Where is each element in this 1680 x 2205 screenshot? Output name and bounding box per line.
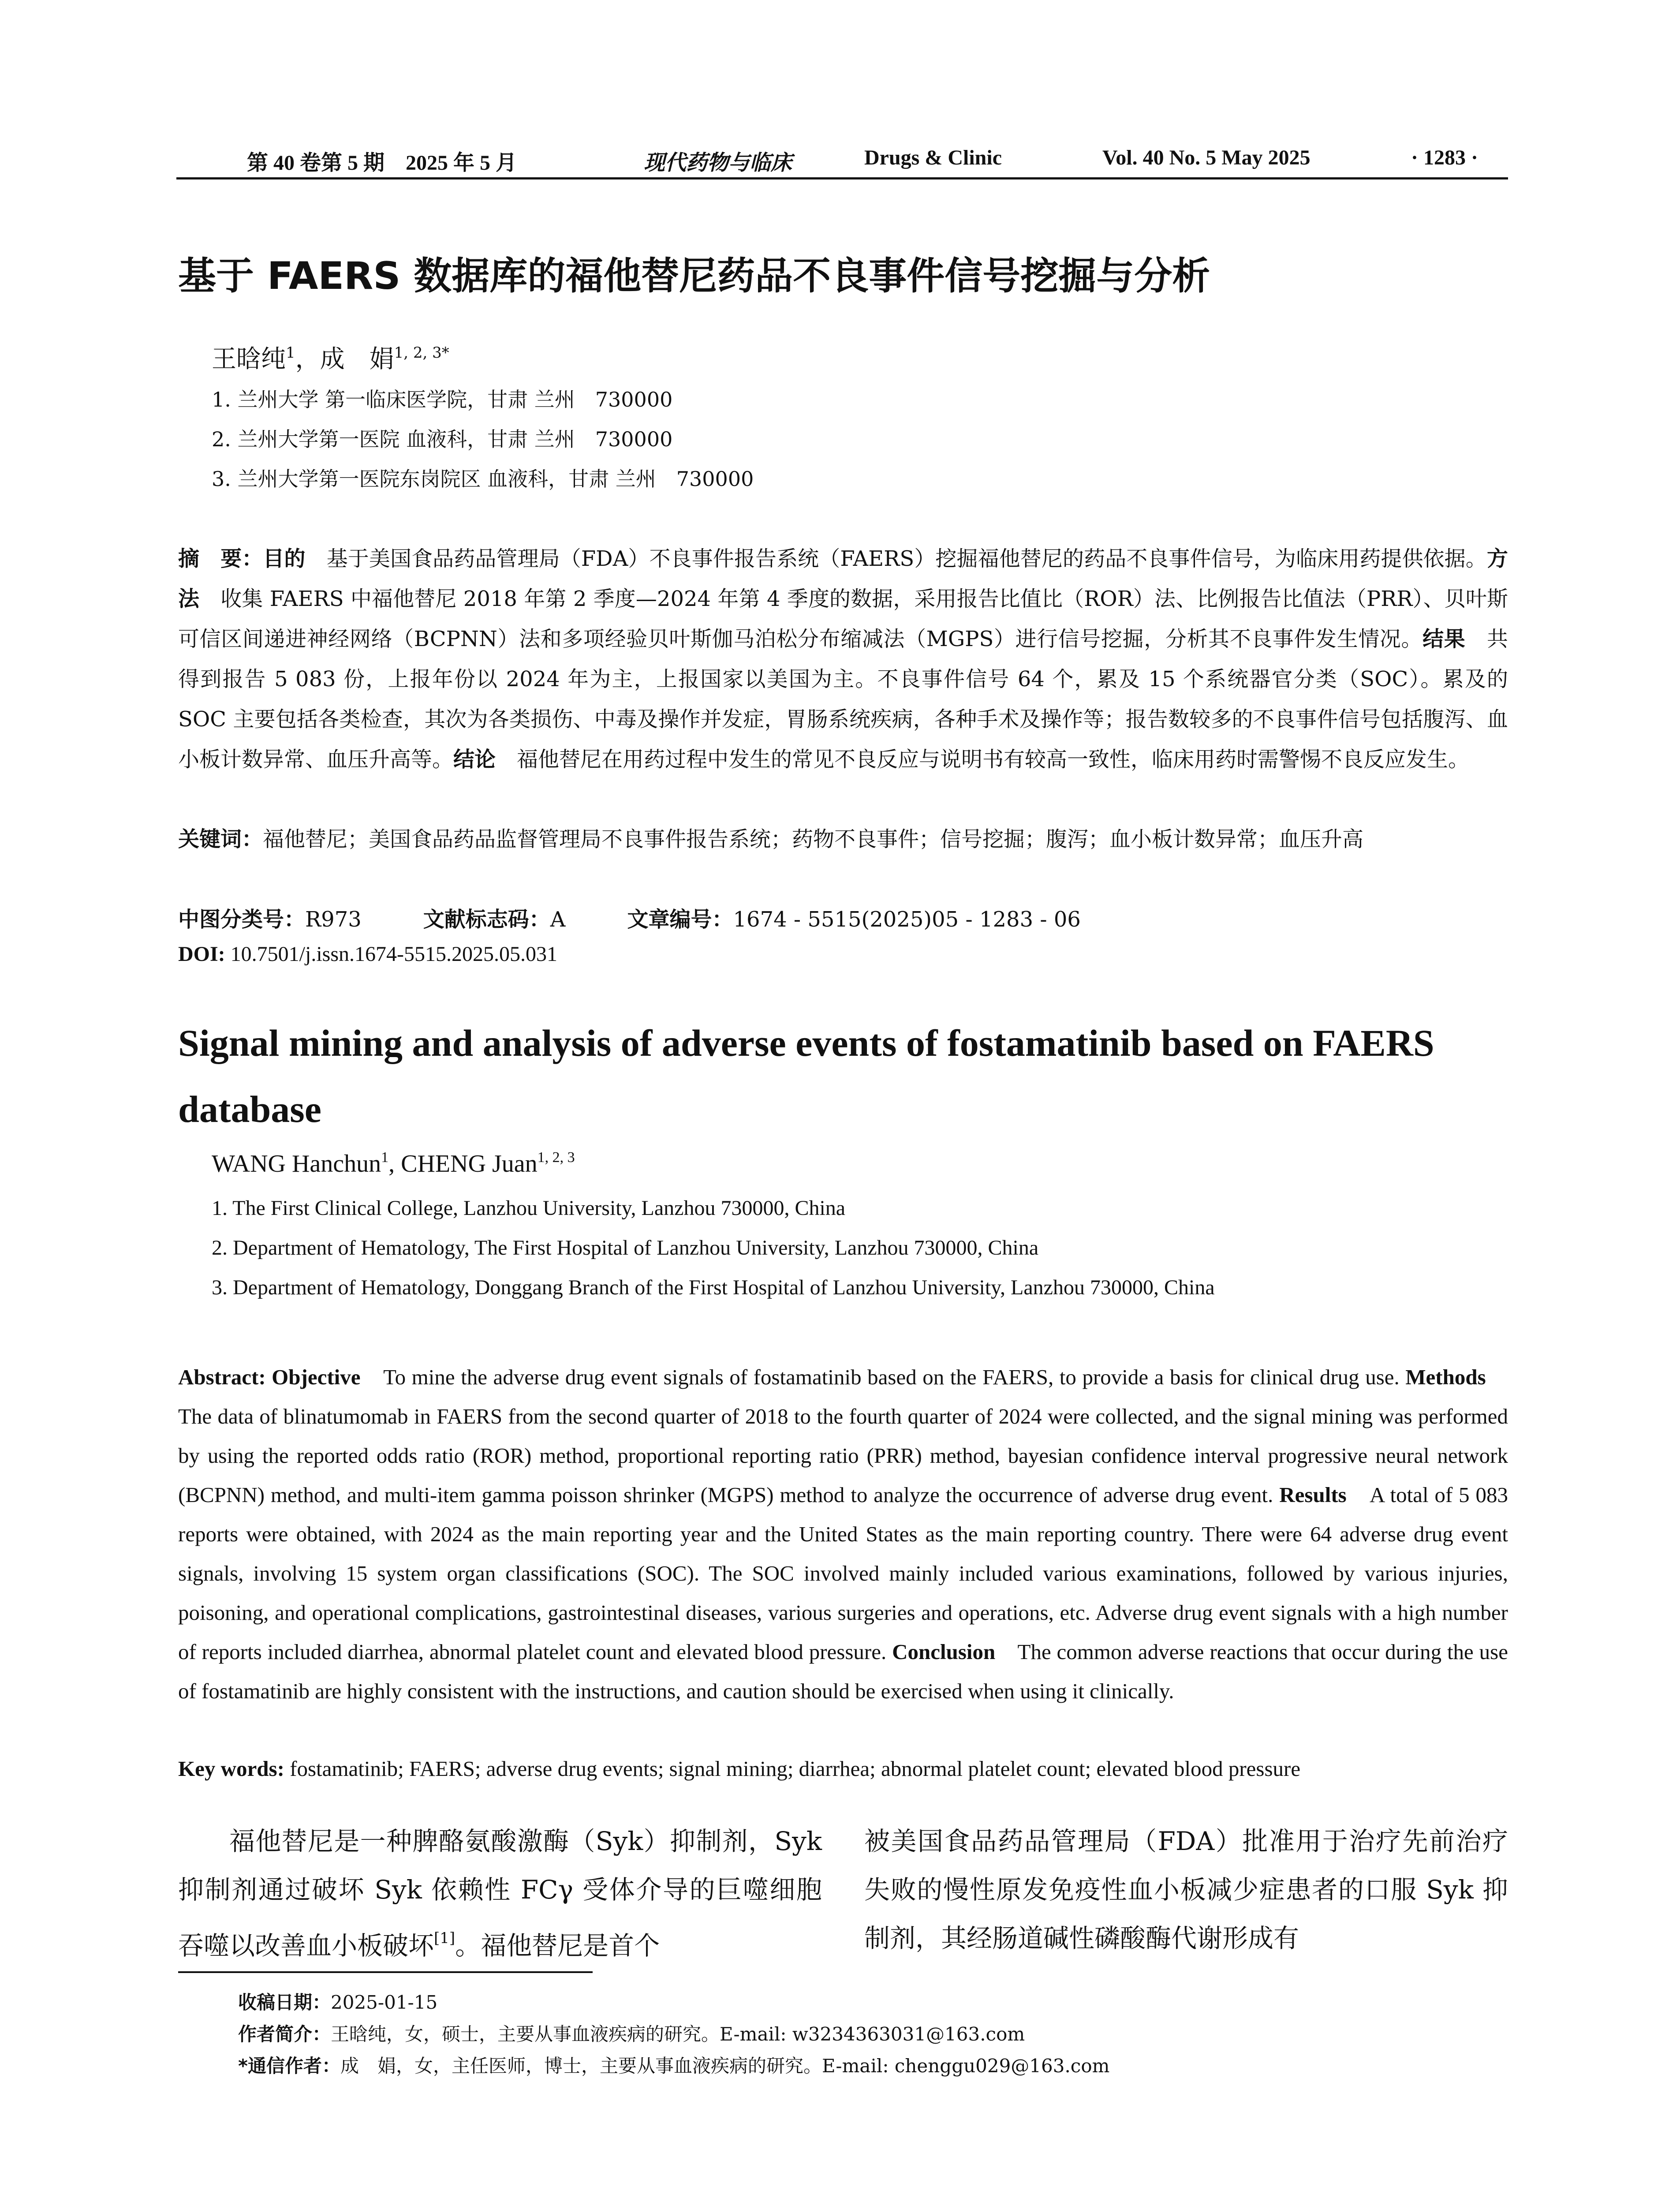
cn-keywords-text: 福他替尼；美国食品药品监督管理局不良事件报告系统；药物不良事件；信号挖掘；腹泻；血小板计数异常；血压升高 — [263, 827, 1364, 852]
en-authors — [212, 1149, 575, 1178]
en-title: Signal mining and analysis of adverse events of fostamatinib based on FAERS database — [178, 1022, 1434, 1130]
article-no-label: 文章编号： — [627, 907, 733, 932]
en-keywords — [178, 1749, 1508, 1788]
en-objective: To mine the adverse drug event signals of fostamatinib based on the FAERS, to provide a basis for clinical drug use. — [360, 1365, 1406, 1389]
cn-author-2: 成 娟 — [320, 345, 394, 374]
cn-conclusion: 福他替尼在用药过程中发生的常见不良反应与说明书有较高一致性，临床用药时需警惕不良反应发生。 — [496, 747, 1470, 772]
en-results: A total of 5 083 reports were obtained, with 2024 as the main reporting year and the United States as the main reporting country. There were 64 adverse drug event signals, involving 15 system organ classifications (SOC). The SOC involved mainly included various examinations, followed by various injuries, poisoning, and operational complications, gastrointestinal diseases, various surgeries and operations, etc. Adverse drug event signals with a high number of reports included diarrhea, abnormal platelet count and elevated blood pressure. — [178, 1483, 1508, 1664]
bio-label: 作者简介： — [238, 2023, 331, 2045]
cn-results: 共得到报告 5 083 份，上报年份以 2024 年为主，上报国家以美国为主。不良事件信号 64 个，累及 15 个系统器官分类（SOC）。累及的 SOC 主要包括各类检查，其次为各类损伤、中毒及操作并发症，胃肠系统疾病，各种手术及操作等；报告数较多的不良事件信号包括腹泻、血小板计数异常、血压升高等。 — [178, 627, 1508, 772]
classification-line — [178, 902, 1081, 933]
doi-line — [178, 942, 557, 966]
en-affiliation-2: 2. Department of Hematology, The First Hospital of Lanzhou University, Lanzhou 730000, China — [212, 1236, 1039, 1259]
clc-label: 中图分类号： — [178, 907, 306, 932]
cn-title: 基于 FAERS 数据库的福他替尼药品不良事件信号挖掘与分析 — [178, 254, 1210, 298]
en-conclusion: The common adverse reactions that occur during the use of fostamatinib are highly consistent with the instructions, and caution should be exercised when using it clinically. — [178, 1640, 1508, 1703]
running-header — [176, 142, 1508, 177]
cn-author-1: 王晗纯 — [212, 345, 286, 374]
issue-cn: 第 40 卷第 5 期 2025 年 5 月 — [247, 151, 517, 175]
journal-name-en: Drugs & Clinic — [864, 146, 1002, 169]
body-column-right — [864, 1817, 1508, 1962]
cn-results-label: 结果 — [1422, 627, 1466, 651]
en-methods-label: Methods — [1405, 1365, 1486, 1389]
en-affiliation-1: 1. The First Clinical College, Lanzhou University, Lanzhou 730000, China — [212, 1196, 846, 1220]
doi-label: DOI: — [178, 942, 225, 966]
cn-methods: 收集 FAERS 中福他替尼 2018 年第 2 季度—2024 年第 4 季度的数据，采用报告比值比（ROR）法、比例报告比值法（PRR）、贝叶斯可信区间递进神经网络（BCPNN）法和多项经验贝叶斯伽马泊松分布缩减法（MGPS）进行信号挖掘，分析其不良事件发生情况。 — [178, 587, 1508, 651]
en-author-1-sup: 1 — [381, 1149, 389, 1166]
received-date: 2025-01-15 — [331, 1992, 438, 2013]
cn-affiliation-3: 3. 兰州大学第一医院东岗院区 血液科，甘肃 兰州 730000 — [212, 467, 754, 491]
cn-keywords — [178, 819, 1508, 860]
issue-en: Vol. 40 No. 5 May 2025 — [1102, 146, 1310, 169]
body-column-left — [178, 1817, 822, 1970]
cn-abstract-label: 摘 要： — [178, 546, 263, 571]
footnote-received — [238, 1988, 437, 2014]
body-left-text: 福他替尼是一种脾酪氨酸激酶（Syk）抑制剂，Syk 抑制剂通过破坏 Syk 依赖性 FCγ 受体介导的巨噬细胞吞噬以改善血小板破坏 — [178, 1826, 822, 1961]
bio-text: 王晗纯，女，硕士，主要从事血液疾病的研究。E-mail: w3234363031@163.com — [331, 2023, 1025, 2045]
cn-abstract — [178, 539, 1508, 780]
cn-affiliation-1: 1. 兰州大学 第一临床医学院，甘肃 兰州 730000 — [212, 388, 673, 411]
cn-affiliation-2: 2. 兰州大学第一医院 血液科，甘肃 兰州 730000 — [212, 427, 673, 451]
en-results-label: Results — [1279, 1483, 1347, 1507]
received-label: 收稿日期： — [238, 1992, 331, 2013]
journal-name-cn: 现代药物与临床 — [644, 151, 792, 175]
footnote-corresponding — [238, 2052, 1109, 2078]
cn-author-2-sup: 1, 2, 3* — [394, 344, 449, 362]
en-abstract-label: Abstract: Objective — [178, 1365, 361, 1389]
doccode-label: 文献标志码： — [423, 907, 550, 932]
cn-author-sep: ， — [295, 345, 320, 374]
en-author-1: WANG Hanchun — [212, 1150, 381, 1177]
cn-author-1-sup: 1 — [286, 344, 295, 362]
en-abstract — [178, 1357, 1508, 1711]
footnote-rule — [178, 1971, 593, 1973]
cn-methods-label: 方法 — [178, 546, 1508, 611]
cn-authors — [212, 340, 449, 375]
cn-conclusion-label: 结论 — [453, 747, 496, 772]
article-no-value: 1674 - 5515(2025)05 - 1283 - 06 — [733, 907, 1081, 932]
header-rule — [176, 177, 1508, 179]
cn-objective-label: 目的 — [263, 546, 306, 571]
page-number: · 1283 · — [1411, 146, 1478, 169]
reference-1[interactable]: [1] — [434, 1929, 455, 1947]
en-keywords-text: fostamatinib; FAERS; adverse drug events; signal mining; diarrhea; abnormal platelet count; elevated blood pressure — [284, 1757, 1301, 1781]
en-author-2: , CHENG Juan — [388, 1150, 538, 1177]
cn-keywords-label: 关键词： — [178, 827, 263, 852]
body-right-text: 被美国食品药品管理局（FDA）批准用于治疗先前治疗失败的慢性原发免疫性血小板减少症患者的口服 Syk 抑制剂，其经肠道碱性磷酸酶代谢形成有 — [864, 1826, 1508, 1953]
en-affiliation-3: 3. Department of Hematology, Donggang Branch of the First Hospital of Lanzhou University, Lanzhou 730000, China — [212, 1276, 1215, 1299]
clc-value: R973 — [305, 907, 362, 932]
cn-objective: 基于美国食品药品管理局（FDA）不良事件报告系统（FAERS）挖掘福他替尼的药品不良事件信号，为临床用药提供依据。 — [305, 546, 1487, 571]
en-keywords-label: Key words: — [178, 1757, 284, 1781]
en-methods: The data of blinatumomab in FAERS from the second quarter of 2018 to the fourth quarter of 2024 were collected, and the signal mining was performed by using the reported odds ratio (ROR) method, proportional reporting ratio (PRR) method, bayesian confidence interval progressive neural network (BCPNN) method, and multi-item gamma poisson shrinker (MGPS) method to analyze the occurrence of adverse drug event. — [178, 1365, 1508, 1507]
footnote-author-bio — [238, 2020, 1025, 2046]
en-author-2-sup: 1, 2, 3 — [537, 1149, 575, 1166]
doi-link[interactable]: 10.7501/j.issn.1674-5515.2025.05.031 — [225, 942, 558, 966]
corr-text: 成 娟，女，主任医师，博士，主要从事血液疾病的研究。E-mail: chenggu029@163.com — [340, 2055, 1110, 2077]
corr-label: *通信作者： — [238, 2055, 340, 2077]
doccode-value: A — [550, 907, 566, 932]
en-conclusion-label: Conclusion — [892, 1640, 996, 1664]
body-left-tail: 。福他替尼是首个 — [455, 1931, 660, 1961]
